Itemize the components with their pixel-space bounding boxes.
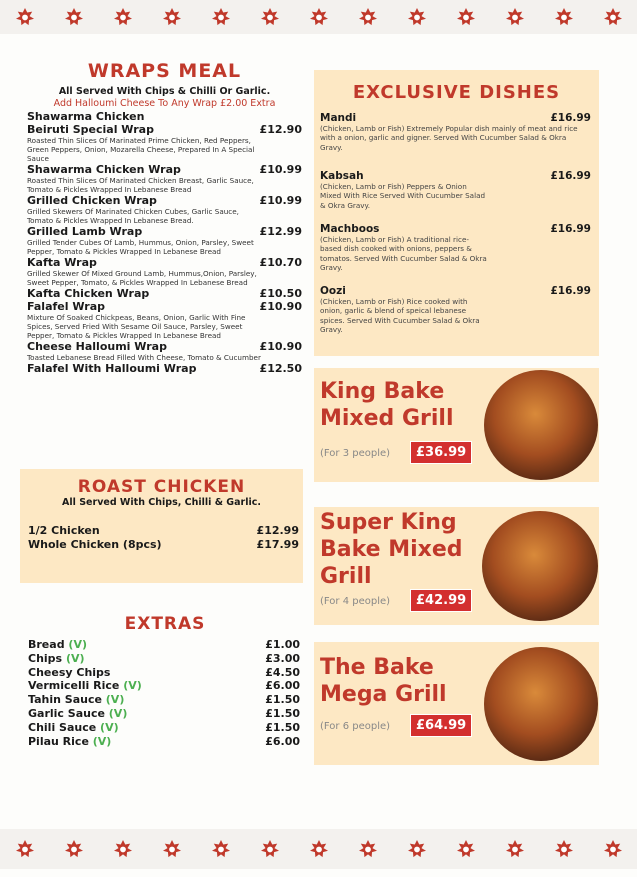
item-price: £17.99	[256, 538, 299, 551]
item-name: Whole Chicken (8pcs)	[28, 538, 162, 551]
extra-item	[28, 721, 300, 735]
item-price: £10.90	[259, 300, 302, 313]
item-name: Cheesy Chips	[28, 665, 111, 679]
item-desc: Roasted Thin Slices Of Marinated Prime Chicken, Red Peppers, Green Peppers, Onion, Mozarella Cheese, Prepared In A Special Sauce	[27, 136, 255, 163]
dish-name: Machboos	[320, 223, 380, 235]
extras-list	[28, 638, 300, 748]
promo-super-king	[314, 507, 599, 625]
star-ornament-icon	[212, 8, 230, 26]
item-price: £3.00	[265, 651, 300, 665]
promo-people: (For 3 people)	[320, 448, 391, 459]
item-price: £12.99	[259, 225, 302, 238]
star-ornament-icon	[604, 8, 622, 26]
star-ornament-icon	[506, 840, 524, 858]
item-desc: Grilled Tender Cubes Of Lamb, Hummus, Onion, Parsley, Sweet Pepper, Tomato & Pickles Wrapped In Lebanese Bread	[27, 238, 254, 256]
item-price: £12.99	[256, 524, 299, 537]
item-price: £12.50	[259, 362, 302, 375]
dish-item	[320, 223, 591, 272]
dish-item	[320, 112, 591, 152]
promo-title-line: Super King	[320, 510, 457, 535]
promo-title-line: Mixed Grill	[320, 406, 454, 431]
menu-item	[27, 123, 302, 163]
menu-item	[27, 287, 302, 300]
star-ornament-icon	[457, 840, 475, 858]
item-name: Kafta Chicken Wrap	[27, 287, 150, 300]
promo-price-badge: £42.99	[410, 589, 472, 612]
star-ornament-icon	[555, 8, 573, 26]
item-price: £10.99	[259, 163, 302, 176]
veg-tag: (V)	[92, 734, 112, 748]
item-name: 1/2 Chicken	[28, 524, 100, 537]
item-name: Kafta Wrap	[27, 256, 97, 269]
item-name: Bread	[28, 638, 65, 651]
veg-tag: (V)	[108, 706, 128, 720]
mixed-grill-photo	[484, 647, 598, 761]
star-ornament-icon	[114, 840, 132, 858]
veg-tag: (V)	[105, 693, 125, 707]
item-desc: Grilled Skewers Of Marinated Chicken Cubes, Garlic Sauce, Tomato & Pickles Wrapped In Lebanese Bread.	[27, 207, 239, 225]
promo-price-badge: £36.99	[410, 441, 472, 464]
promo-title-line: King Bake	[320, 379, 445, 404]
extra-item	[28, 707, 300, 721]
star-ornament-icon	[261, 840, 279, 858]
dish-desc: (Chicken, Lamb or Fish) Rice cooked with onion, garlic & blend of speical lebanese spices. Served With Cucumber Salad & Okra Gravy.	[320, 297, 480, 334]
extra-item	[28, 693, 300, 707]
item-price: £1.50	[265, 693, 300, 707]
item-price: £10.50	[259, 287, 302, 300]
dish-price: £16.99	[550, 170, 591, 182]
menu-item	[28, 524, 299, 537]
star-ornament-icon	[457, 8, 475, 26]
veg-tag: (V)	[123, 679, 142, 693]
dish-name: Mandi	[320, 112, 357, 124]
star-ornament-icon	[310, 840, 328, 858]
dish-price: £16.99	[550, 112, 591, 124]
item-name: Garlic Sauce	[28, 706, 105, 720]
star-ornament-icon	[16, 840, 34, 858]
promo-people: (For 4 people)	[320, 596, 391, 607]
star-ornament-icon	[506, 8, 524, 26]
item-price: £10.90	[259, 340, 302, 353]
star-ornament-icon	[163, 840, 181, 858]
star-ornament-icon	[114, 8, 132, 26]
dish-price: £16.99	[550, 223, 591, 235]
star-ornament-icon	[261, 8, 279, 26]
menu-item	[27, 110, 302, 123]
top-border	[0, 0, 637, 34]
extra-item	[28, 652, 300, 666]
promo-title	[320, 509, 463, 590]
menu-item	[27, 194, 302, 225]
wraps-note: Add Halloumi Cheese To Any Wrap £2.00 Extra	[53, 98, 276, 109]
item-name: Shawarma Chicken Wrap	[27, 163, 181, 176]
star-ornament-icon	[359, 8, 377, 26]
star-ornament-icon	[163, 8, 181, 26]
menu-item	[27, 300, 302, 340]
item-desc: Toasted Lebanese Bread Filled With Cheese, Tomato & Cucumber	[27, 353, 261, 362]
dish-name: Kabsah	[320, 170, 364, 182]
extra-item	[28, 735, 300, 749]
promo-title	[320, 654, 447, 708]
roast-subtitle: All Served With Chips, Chilli & Garlic.	[62, 497, 261, 508]
extra-item	[28, 638, 300, 652]
star-ornament-icon	[16, 8, 34, 26]
extra-item	[28, 679, 300, 693]
dish-item	[320, 170, 591, 210]
bottom-border	[0, 829, 637, 869]
item-price: £4.50	[265, 665, 300, 679]
exclusive-dishes-section	[314, 70, 599, 356]
item-name: Falafel With Halloumi Wrap	[27, 362, 197, 375]
dish-name: Oozi	[320, 285, 346, 297]
item-name: Tahin Sauce	[28, 693, 102, 707]
wraps-list	[27, 110, 302, 375]
promo-mega-grill	[314, 642, 599, 765]
extra-item	[28, 666, 300, 680]
item-name: Chips	[28, 651, 63, 665]
dish-price: £16.99	[550, 285, 591, 297]
item-name: Chili Sauce	[28, 720, 97, 734]
star-ornament-icon	[359, 840, 377, 858]
dish-desc: (Chicken, Lamb or Fish) A traditional rice-based dish cooked with onions, peppers & tomatos. Served With Cucumber Salad & Okra Gravy.	[320, 235, 487, 272]
menu-item	[28, 538, 299, 551]
mixed-grill-photo	[482, 511, 598, 621]
exclusive-title: EXCLUSIVE DISHES	[352, 82, 561, 103]
promo-price-badge: £64.99	[410, 714, 472, 737]
dish-item	[320, 285, 591, 334]
item-price: £10.70	[259, 256, 302, 269]
item-price: £1.00	[265, 638, 300, 651]
item-price: £1.50	[265, 720, 300, 734]
wraps-subtitle: All Served With Chips & Chilli Or Garlic.	[58, 86, 271, 97]
menu-item	[27, 340, 302, 362]
item-name: Beiruti Special Wrap	[27, 123, 154, 136]
wraps-section	[27, 60, 302, 375]
item-desc: Roasted Thin Slices Of Marinated Chicken Breast, Garlic Sauce, Tomato & Pickles Wrapped In Lebanese Bread	[27, 176, 254, 194]
menu-item	[27, 256, 302, 287]
item-price: £12.90	[259, 123, 302, 136]
star-ornament-icon	[65, 8, 83, 26]
veg-tag: (V)	[68, 638, 87, 651]
star-ornament-icon	[604, 840, 622, 858]
star-ornament-icon	[65, 840, 83, 858]
star-ornament-icon	[408, 8, 426, 26]
dish-desc: (Chicken, Lamb or Fish) Extremely Popular dish mainly of meat and rice with a onion, garlic and gigner. Served With Cucumber Salad & Okra Gravy.	[320, 124, 578, 152]
veg-tag: (V)	[100, 720, 119, 734]
roast-title: ROAST CHICKEN	[77, 477, 246, 497]
promo-title-line: Mega Grill	[320, 682, 447, 707]
promo-people: (For 6 people)	[320, 721, 391, 732]
item-desc: Mixture Of Soaked Chickpeas, Beans, Onion, Garlic With Fine Spices, Served Fried With Sesame Oil Sauce, Parsley, Sweet Pepper, Tomato & Pickles Wrapped In Lebanese Bread	[27, 313, 246, 340]
star-ornament-icon	[408, 840, 426, 858]
promo-title	[320, 378, 453, 432]
item-name: Cheese Halloumi Wrap	[27, 340, 167, 353]
star-ornament-icon	[310, 8, 328, 26]
item-name: Grilled Chicken Wrap	[27, 194, 157, 207]
star-ornament-icon	[212, 840, 230, 858]
veg-tag: (V)	[65, 651, 85, 665]
extras-title: EXTRAS	[124, 614, 206, 634]
promo-title-line: Grill	[320, 564, 372, 589]
promo-king-bake	[314, 368, 599, 482]
item-name: Falafel Wrap	[27, 300, 105, 313]
item-price: £1.50	[265, 706, 300, 720]
item-name: Shawarma Chicken	[27, 110, 145, 123]
item-price: £6.00	[265, 679, 300, 693]
menu-item	[27, 163, 302, 194]
wraps-title: WRAPS MEAL	[87, 60, 242, 82]
item-name: Grilled Lamb Wrap	[27, 225, 143, 238]
promo-title-line: Bake Mixed	[320, 537, 463, 562]
item-price: £10.99	[259, 194, 302, 207]
promo-title-line: The Bake	[320, 655, 434, 680]
star-ornament-icon	[555, 840, 573, 858]
item-name: Pilau Rice	[28, 734, 89, 748]
item-desc: Grilled Skewer Of Mixed Ground Lamb, Hummus,Onion, Parsley, Sweet Pepper, Tomato, & Pickles Wrapped In Lebanese Bread	[27, 269, 257, 287]
mixed-grill-photo	[484, 370, 598, 480]
menu-item	[27, 362, 302, 375]
menu-item	[27, 225, 302, 256]
roast-chicken-section	[20, 469, 303, 583]
dish-desc: (Chicken, Lamb or Fish) Peppers & Onion Mixed With Rice Served With Cucumber Salad & Okra Gravy.	[320, 182, 486, 210]
item-price: £6.00	[265, 734, 300, 748]
item-name: Vermicelli Rice	[28, 679, 120, 693]
